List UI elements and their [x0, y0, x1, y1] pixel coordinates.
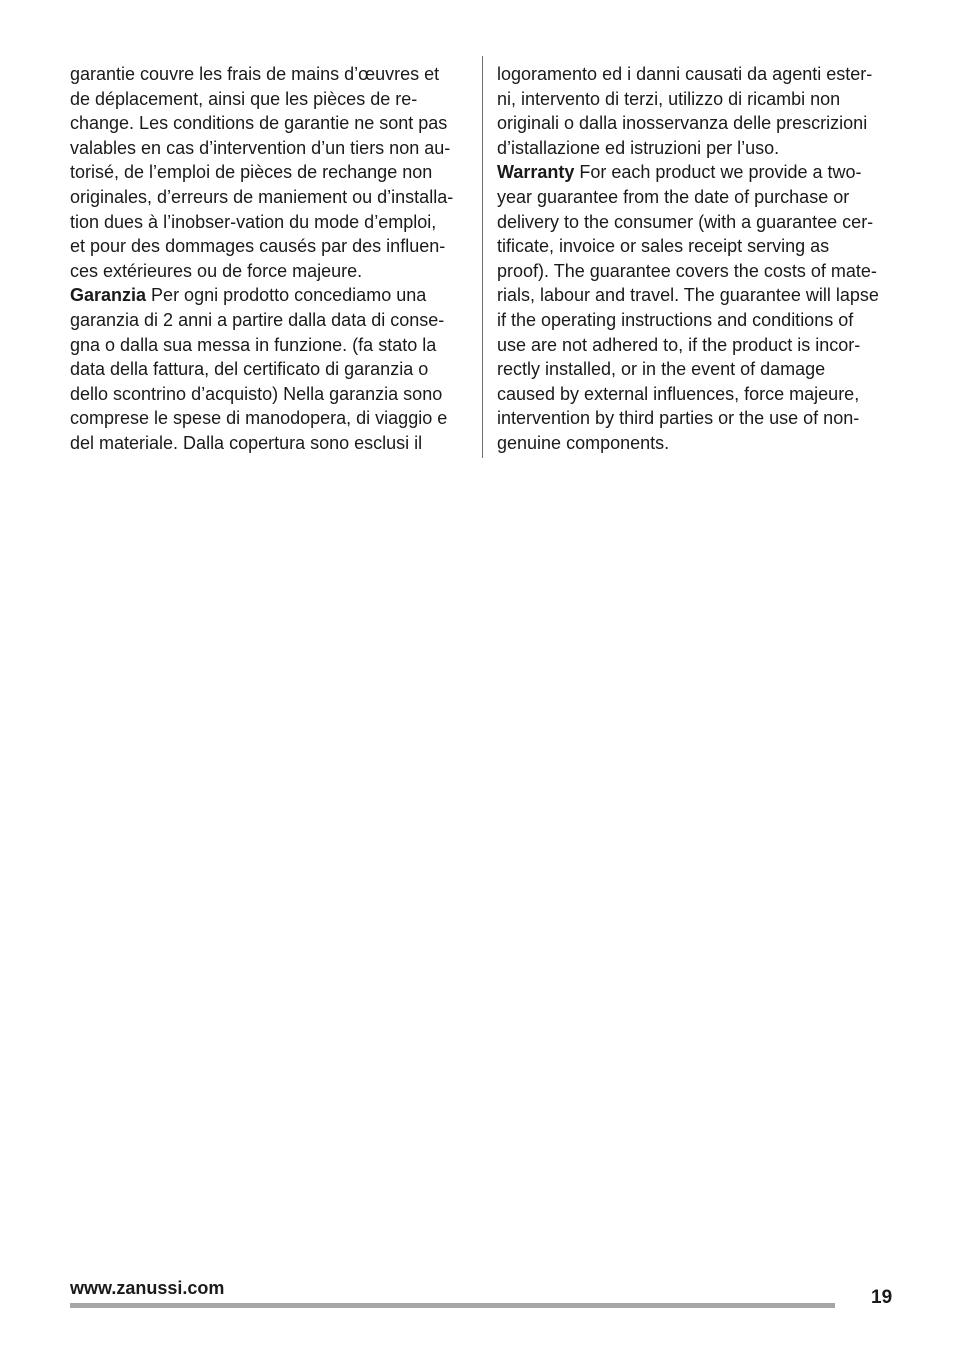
french-warranty-paragraph: [70, 62, 470, 283]
text-line: originales, d’erreurs de maniement ou d’installa-: [70, 186, 454, 207]
text-line: gna o dalla sua messa in funzione. (fa stato la: [70, 334, 437, 355]
text-line: caused by external influences, force majeure,: [497, 383, 860, 404]
text-line: ni, intervento di terzi, utilizzo di ricambi non: [497, 88, 841, 109]
text-line: rectly installed, or in the event of damage: [497, 359, 826, 380]
text-run: Per ogni prodotto concediamo una: [146, 285, 427, 306]
left-text-column: [70, 62, 470, 456]
english-warranty-paragraph: [497, 160, 897, 455]
text-line: tion dues à l’inobser-vation du mode d’emploi,: [70, 211, 437, 232]
italian-warranty-paragraph: [70, 283, 470, 455]
footer-website: www.zanussi.com: [70, 1278, 225, 1298]
text-line: torisé, de l’emploi de pièces de rechange non: [70, 162, 433, 183]
footer-rule: [70, 1303, 835, 1308]
warranty-heading: Warranty: [497, 162, 575, 183]
text-line: logoramento ed i danni causati da agenti ester-: [497, 64, 873, 84]
text-line: valables en cas d’intervention d’un tiers non au-: [70, 137, 451, 158]
text-line: et pour des dommages causés par des influen-: [70, 236, 446, 257]
text-line: garantie couvre les frais de mains d’œuvres et: [70, 64, 440, 84]
text-line: de déplacement, ainsi que les pièces de re-: [70, 88, 418, 109]
text-line: year guarantee from the date of purchase or: [497, 186, 850, 207]
text-line: [497, 160, 897, 185]
text-line: change. Les conditions de garantie ne sont pas: [70, 113, 448, 134]
text-line: ces extérieures ou de force majeure.: [70, 260, 363, 281]
text-line: d’istallazione ed istruzioni per l’uso.: [497, 137, 780, 158]
text-line: proof). The guarantee covers the costs of mate-: [497, 260, 877, 281]
text-line: if the operating instructions and conditions of: [497, 309, 854, 330]
garanzia-heading: Garanzia: [70, 285, 147, 306]
text-run: For each product we provide a two-: [574, 162, 862, 183]
text-line: intervention by third parties or the use of non-: [497, 408, 860, 429]
text-line: delivery to the consumer (with a guarantee cer-: [497, 211, 874, 232]
italian-warranty-continued: [497, 62, 897, 160]
text-line: [70, 283, 470, 308]
text-line: tificate, invoice or sales receipt serving as: [497, 236, 830, 257]
text-line: comprese le spese di manodopera, di viaggio e: [70, 408, 448, 429]
text-line: dello scontrino d’acquisto) Nella garanzia sono: [70, 383, 443, 404]
text-line: data della fattura, del certificato di garanzia o: [70, 359, 429, 380]
right-text-column: [497, 62, 897, 456]
text-line: use are not adhered to, if the product is incor-: [497, 334, 861, 355]
text-line: del materiale. Dalla copertura sono esclusi il: [70, 432, 423, 453]
column-divider: [482, 56, 483, 458]
page-number: 19: [871, 1287, 893, 1308]
text-line: rials, labour and travel. The guarantee will lapse: [497, 285, 879, 306]
text-line: genuine components.: [497, 432, 670, 453]
text-line: garanzia di 2 anni a partire dalla data di conse-: [70, 309, 445, 330]
text-line: originali o dalla inosservanza delle prescrizioni: [497, 113, 868, 134]
